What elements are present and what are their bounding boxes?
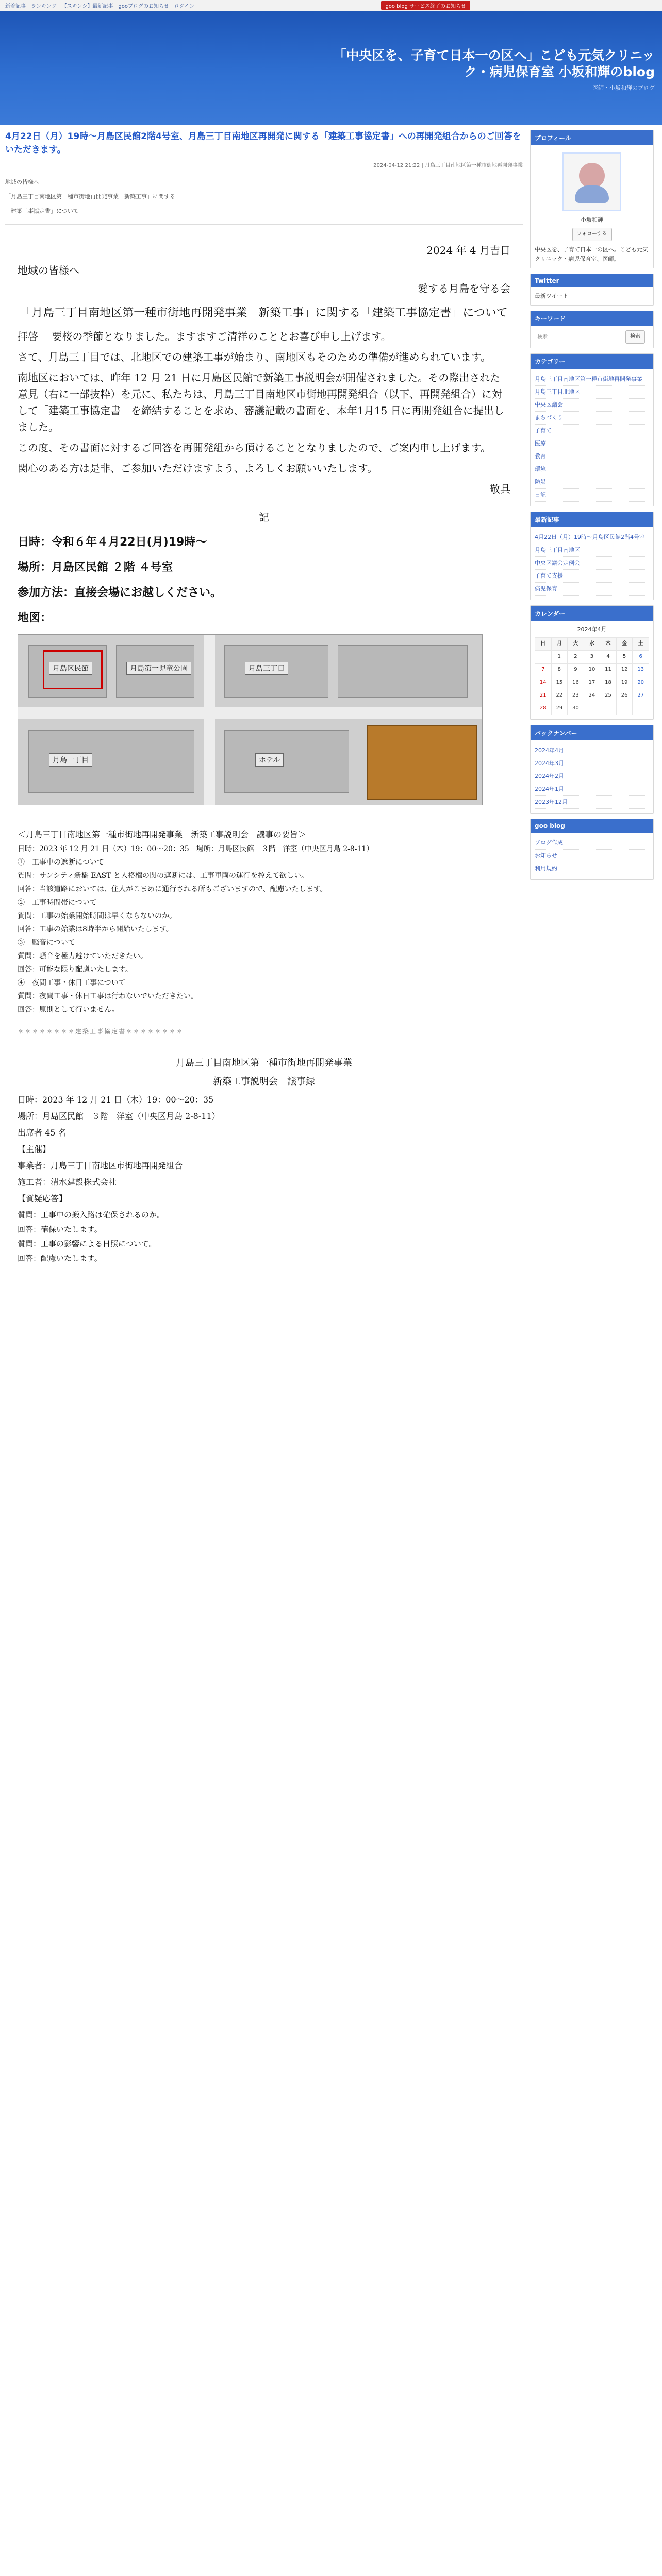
map-label-hotel: ホテル [255,753,284,767]
recent-post-item[interactable]: 月島三丁目南地区 [535,544,649,557]
archive-list [535,744,649,809]
calendar-day[interactable]: 11 [600,664,617,676]
calendar-box [530,605,654,720]
goo-footer-title: goo blog [531,819,653,833]
top-link-latest[interactable]: 【スキンシ】最新記事 [61,4,113,9]
category-item[interactable]: 防災 [535,476,649,489]
profile-avatar[interactable] [562,152,621,211]
archive-box [530,725,654,814]
calendar-day[interactable]: 1 [551,651,568,664]
calendar-day[interactable]: 12 [616,664,633,676]
main-content [5,130,523,1272]
map-block [224,730,349,793]
category-item[interactable]: 環境 [535,463,649,476]
top-navigation-bar [0,0,662,11]
meeting-minutes [5,1047,523,1272]
intro-line-1: 地域の皆様へ [5,179,39,185]
qa-item: 回答：工事の始業は8時半から開始いたします。 [18,925,173,934]
calendar-day [600,702,617,715]
calendar-day[interactable]: 13 [633,664,649,676]
category-item[interactable]: 月島三丁目南地区第一種市街地再開発事業 [535,373,649,386]
map-label-area: 月島三丁目 [245,662,288,675]
intro-line-2: 「月島三丁目南地区第一種市街地再開発事業 新築工事」に関する [5,193,175,200]
minutes-line: 施工者：清水建設株式会社 [18,1177,117,1187]
archive-item[interactable]: 2024年1月 [535,783,649,796]
calendar-day [633,702,649,715]
document-sender: 愛する月島を守る会 [418,282,510,295]
search-button[interactable]: 検索 [625,330,645,344]
blog-title[interactable]: 「中央区を、子育て日本一の区へ」こども元気クリニック・病児保育室 小坂和輝のblog [333,48,655,79]
qa-item: 質問：サンシティ新橋 EAST と人格権の関の遮断には、工事車両の運行を控えて欲しい。 [18,872,308,880]
map-highlight-area [367,725,477,800]
profile-title: プロフィール [531,130,653,145]
calendar-day[interactable]: 2 [568,651,584,664]
top-links [5,2,194,9]
calendar-day[interactable]: 23 [568,689,584,702]
search-box [530,311,654,348]
categories-box [530,353,654,506]
calendar-day[interactable]: 5 [616,651,633,664]
twitter-content: 最新ツイート [535,293,569,299]
document-paragraph-1: 拝啓 要桜の季節となりました。ますますご清祥のこととお喜び申し上げます。 [18,330,391,343]
calendar-day[interactable]: 14 [535,676,552,689]
qa-summary [5,829,523,1015]
category-item[interactable]: 中央区議会 [535,399,649,412]
goo-footer-item[interactable]: ブログ作成 [535,837,649,850]
goo-footer-box [530,819,654,880]
document-ki: 記 [259,511,269,523]
qa-item: ② 工事時間帯について [18,899,97,907]
minutes-subtitle: 新築工事説明会 議事録 [213,1076,315,1087]
minutes-qa: 質問：工事中の搬入路は確保されるのか。 [18,1210,165,1219]
calendar-table [535,637,649,715]
category-item[interactable]: 子育て [535,425,649,437]
category-item[interactable]: 医療 [535,437,649,450]
calendar-day [535,651,552,664]
qa-header: ＜月島三丁目南地区第一種市街地再開発事業 新築工事説明会 議事の要旨＞ [18,829,307,839]
document-subject: 「月島三丁目南地区第一種市街地再開発事業 新築工事」に関する「建築工事協定書」について [20,307,508,319]
category-item[interactable]: 日記 [535,489,649,502]
calendar-day[interactable]: 15 [551,676,568,689]
calendar-day[interactable]: 25 [600,689,617,702]
calendar-day[interactable]: 10 [584,664,600,676]
event-datetime: 日時：令和６年４月22日(月)19時〜 [18,536,207,549]
calendar-day[interactable]: 30 [568,702,584,715]
archive-item[interactable]: 2024年3月 [535,757,649,770]
minutes-title: 月島三丁目南地区第一種市街地再開発事業 [176,1058,352,1069]
map-label-venue: 月島区民館 [49,662,92,675]
top-link-info[interactable]: gooブログのお知らせ [118,4,169,9]
minutes-line: 場所：月島区民館 ３階 洋室（中央区月島 2-8-11） [18,1111,220,1121]
qa-item: 回答：原則として行いません。 [18,1006,119,1014]
calendar-day[interactable]: 16 [568,676,584,689]
map-label-area-2: 月島一丁目 [49,753,92,767]
document-recipient: 地域の皆様へ [18,264,79,277]
twitter-title: Twitter [531,274,653,287]
section-separator: ＊＊＊＊＊＊＊＊建築工事協定書＊＊＊＊＊＊＊＊ [18,1028,184,1035]
recent-post-item[interactable]: 病児保育 [535,583,649,596]
service-end-notice-link[interactable]: goo blog サービス終了のお知らせ [381,1,470,10]
avatar-body-shape [575,185,609,203]
category-item[interactable]: 月島三丁目北地区 [535,386,649,399]
calendar-day [616,702,633,715]
top-link-new[interactable]: 新着記事 [5,4,26,9]
location-map [18,634,483,805]
goo-footer-list [535,837,649,875]
calendar-day[interactable]: 28 [535,702,552,715]
goo-footer-item[interactable]: 利用規約 [535,862,649,875]
map-label-park: 月島第一児童公園 [126,662,191,675]
calendar-day[interactable]: 4 [600,651,617,664]
follow-button[interactable]: フォローする [572,228,612,241]
recent-post-item[interactable]: 子育て支援 [535,570,649,583]
calendar-day[interactable]: 22 [551,689,568,702]
notice-document [5,233,523,824]
profile-text: 中央区を、子育て日本一の区へ。こども元気クリニック・病児保育室、医師。 [535,246,648,262]
avatar-face-shape [579,163,605,189]
calendar-day[interactable]: 19 [616,676,633,689]
recent-posts-box [530,512,654,600]
calendar-day[interactable]: 27 [633,689,649,702]
goo-footer-item[interactable]: お知らせ [535,850,649,862]
calendar-dow: 土 [633,638,649,651]
search-input[interactable] [535,332,622,342]
calendar-day [584,702,600,715]
minutes-line: 【主催】 [18,1144,51,1154]
profile-name[interactable]: 小坂和輝 [581,216,603,223]
calendar-day[interactable]: 26 [616,689,633,702]
event-place: 場所：月島区民館 ２階 ４号室 [18,561,173,574]
calendar-day[interactable]: 21 [535,689,552,702]
archive-item[interactable]: 2023年12月 [535,796,649,809]
calendar-dow: 木 [600,638,617,651]
recent-post-item[interactable]: 中央区議会定例会 [535,557,649,570]
archive-title: バックナンバー [531,725,653,740]
sidebar [530,130,654,1272]
document-paragraph-4: この度、その書面に対するご回答を再開発組から頂けることとなりましたので、ご案内申し上げます。 [18,442,491,454]
calendar-day[interactable]: 7 [535,664,552,676]
minutes-line: 【質疑応答】 [18,1194,68,1204]
qa-subheader: 日時：2023 年 12 月 21 日（木）19：00〜20：35 場所：月島区民館 ３階 洋室（中央区月島 2-8-11） [18,845,374,853]
top-link-ranking[interactable]: ランキング [31,4,57,9]
calendar-title: カレンダー [531,606,653,621]
event-map-label: 地図： [18,612,52,624]
page-layout [0,125,662,1272]
qa-item: 質問：騒音を極力避けていただきたい。 [18,952,147,960]
minutes-qa: 回答：配慮いたします。 [18,1253,102,1263]
qa-item: ③ 騒音について [18,939,75,947]
category-item[interactable]: 教育 [535,450,649,463]
blog-subtitle: 医師・小坂和輝のブログ [592,84,655,91]
document-paragraph-3: 南地区においては、昨年 12 月 21 日に月島区民館で新築工事説明会が開催されました。その際出された意見（右に一部抜粋）を元に、私たちは、月島三丁目南地区市街地再開発組合（以下、再開発組合）に対して「建築工事協定書」を締結することを求め、審議記載の書面を、本年1月15 日に再開発組合に提出しました。 [18,371,504,433]
map-road-vertical [204,635,215,805]
minutes-qa: 回答：確保いたします。 [18,1225,102,1234]
recent-posts-list [535,531,649,596]
profile-box [530,130,654,268]
qa-item: 回答：当該道路においては、住人がこまめに通行される所もございますので、配慮いたします。 [18,885,327,893]
map-block [338,645,468,698]
calendar-day[interactable]: 20 [633,676,649,689]
calendar-dow: 水 [584,638,600,651]
post-title[interactable]: 4月22日（月）19時〜月島区民館2階4号室、月島三丁目南地区再開発に関する「建築工事協定書」への再開発組合からのご回答をいただきます。 [5,131,521,155]
post-intro [5,178,523,216]
qa-item: 回答：可能な限り配慮いたします。 [18,965,133,974]
blog-header [0,11,662,125]
calendar-day[interactable]: 9 [568,664,584,676]
minutes-line: 出席者 45 名 [18,1128,67,1138]
event-join-method: 参加方法：直接会場にお越しください。 [18,586,222,599]
recent-posts-title: 最新記事 [531,512,653,527]
document-paragraph-5: 関心のある方は是非、ご参加いただけますよう、よろしくお願いいたします。 [18,462,378,474]
document-paragraph-2: さて、月島三丁目では、北地区での建築工事が始まり、南地区もそのための準備が進められています。 [18,351,491,363]
calendar-day[interactable]: 24 [584,689,600,702]
search-row [535,330,649,344]
intro-line-3: 「建築工事協定書」について [5,208,79,214]
calendar-month: 2024年4月 [577,626,607,633]
map-road-horizontal [18,707,482,719]
qa-item: 質問：工事の始業開始時間は早くならないのか。 [18,912,176,920]
divider [5,224,523,225]
minutes-line: 事業者：月島三丁目南地区市街地再開発組合 [18,1161,183,1171]
qa-item: ④ 夜間工事・休日工事について [18,979,126,987]
calendar-dow: 火 [568,638,584,651]
post-meta: 2024-04-12 21:22 | 月島三丁目南地区第一種市街地再開発事業 [373,163,523,168]
search-title: キーワード [531,311,653,326]
category-list [535,373,649,502]
calendar-dow: 金 [616,638,633,651]
document-date: 2024 年 4 月吉日 [426,244,510,257]
minutes-qa: 質問：工事の影響による日照について。 [18,1239,157,1248]
categories-title: カテゴリー [531,354,653,369]
qa-item: 質問：夜間工事・休日工事は行わないでいただきたい。 [18,992,198,1001]
calendar-day[interactable]: 6 [633,651,649,664]
category-item[interactable]: まちづくり [535,412,649,425]
calendar-day[interactable]: 18 [600,676,617,689]
calendar-day[interactable]: 8 [551,664,568,676]
calendar-day[interactable]: 29 [551,702,568,715]
twitter-box [530,274,654,306]
recent-post-item[interactable]: 4月22日（月）19時〜月島区民館2階4号室 [535,531,649,544]
calendar-day[interactable]: 3 [584,651,600,664]
calendar-dow: 日 [535,638,552,651]
archive-item[interactable]: 2024年4月 [535,744,649,757]
document-sign: 敬具 [490,483,510,495]
qa-item: ① 工事中の遮断について [18,858,104,867]
top-link-login[interactable]: ログイン [174,4,195,9]
archive-item[interactable]: 2024年2月 [535,770,649,783]
minutes-line: 日時：2023 年 12 月 21 日（木）19：00〜20：35 [18,1095,214,1105]
calendar-dow: 月 [551,638,568,651]
calendar-day[interactable]: 17 [584,676,600,689]
